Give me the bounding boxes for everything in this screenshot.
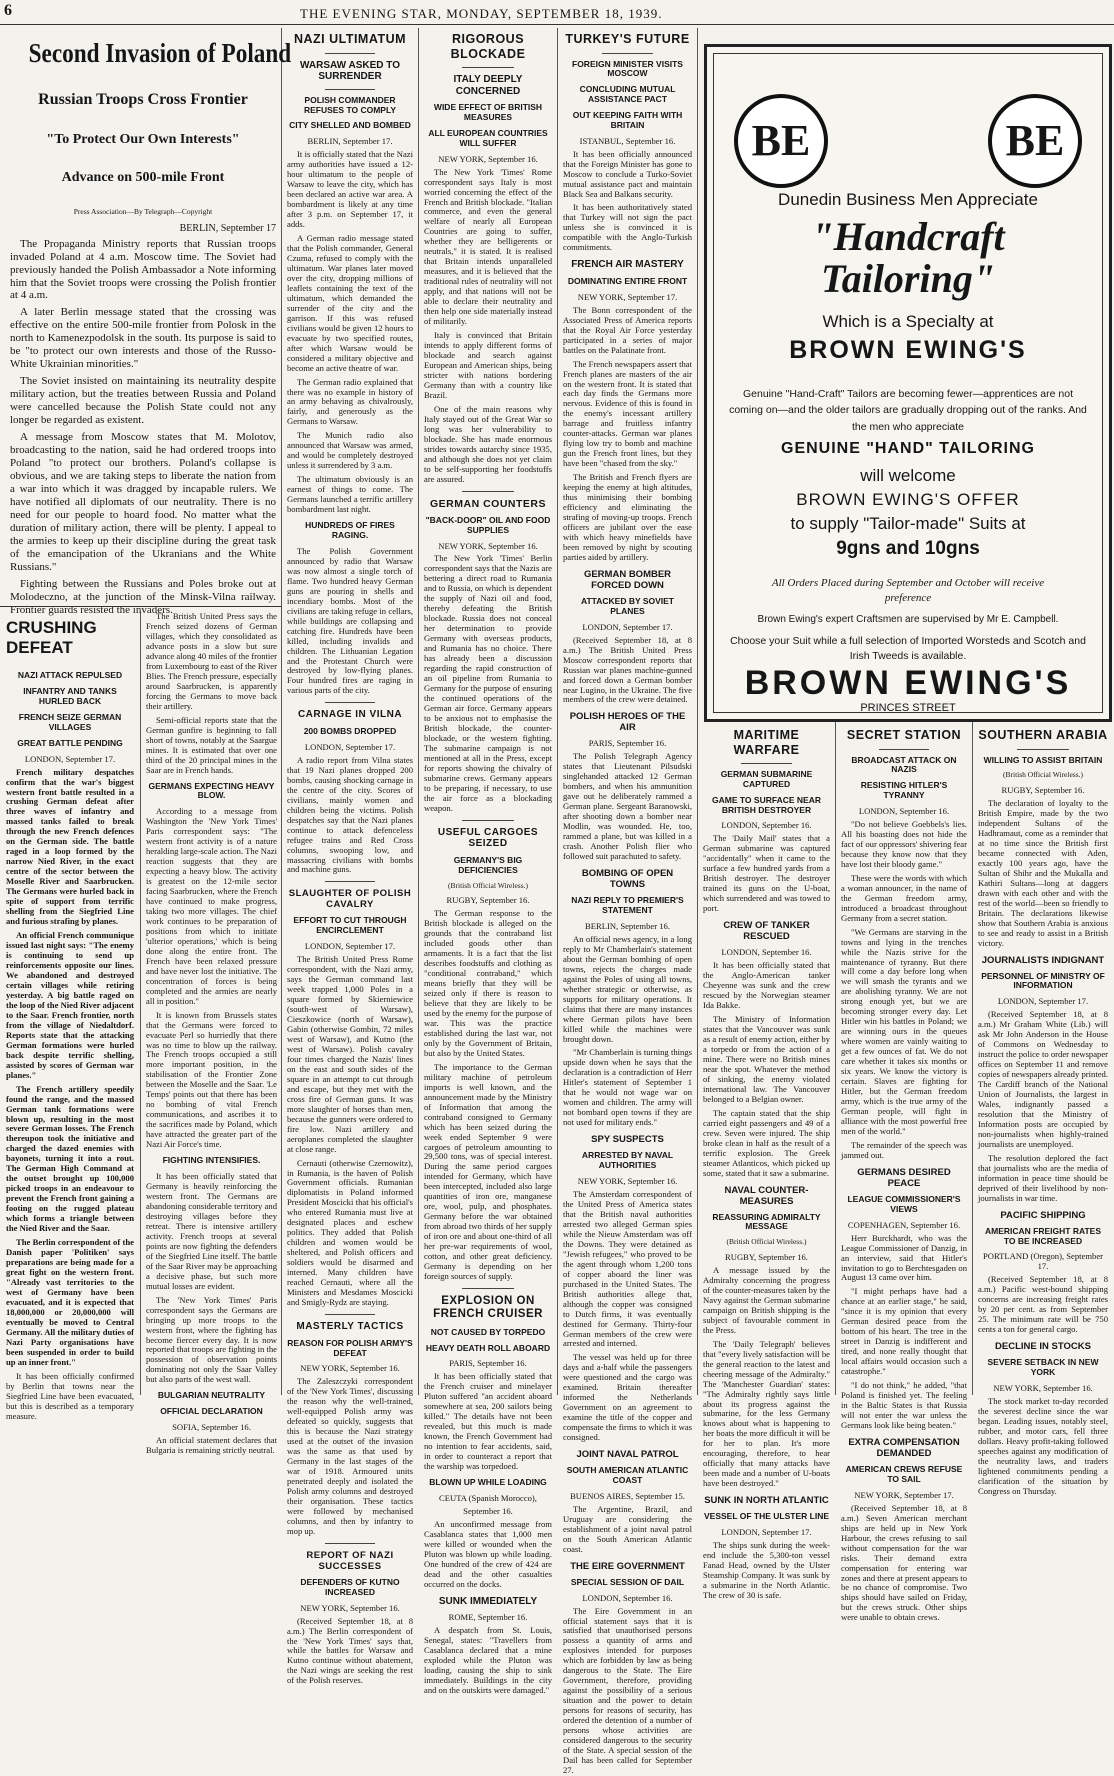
dateline: BERLIN, September 16. xyxy=(585,920,670,931)
ad-body: Genuine "Hand-Craft" Tailors are becoming fewer—apprentices are not coming on—and the older tailors are gradually dropping out of the ranks. And the men who appreciate xyxy=(729,388,1087,433)
paragraph: These were the words with which a woman announcer, in the name of the German freedom army, introduced a broadcast throughout Germany from a secret station. xyxy=(841,872,967,923)
ad-welcome: will welcome xyxy=(860,466,956,485)
lead-deck-3: Advance on 500-mile Front xyxy=(61,170,225,186)
dateline: NEW YORK, September 16. xyxy=(993,1382,1093,1393)
subheadline: AMERICAN FREIGHT RATES TO BE INCREASED xyxy=(984,1225,1101,1246)
lead-paragraph: The Propaganda Ministry reports that Russian troops invaded Poland at 4 a.m. Moscow time. The Soviet had previously handed the Polish Ambassador a Note informing him that the Soviet troops were crossing the Polish frontier at 4 a.m. xyxy=(10,237,276,302)
dateline: NEW YORK, September 17. xyxy=(854,1489,954,1500)
paragraph: The British and French flyers are keeping the enemy at high altitudes, thus minimising their bombing efficiency and eliminating the strafing of moving-up troops. French officers are jubilant over the ease with which heavy minefields have been removed by night by scouting parties aided by artillery. xyxy=(563,472,692,562)
headline: MASTERLY TACTICS xyxy=(296,1321,404,1333)
paragraph: The New York 'Times' Berlin correspondent says that the Nazis are bettering a direct road to Rumania and to Russia, on which is dependent the supply of Nazi oil and food, thereby defeating the British blockade. Russia does not conceal her determination to provide Germany with overseas products, and Rumania has no choice. There has already been a discussion regarding the rapid construction of an oil pipeline from Rumania to Germany for the purpose of ensuring the continued operations of the German air force. Germany appears to be anxious not to emphasise the British blockade, the counter-blockade, or the western fighting. The submarine campaign is not mentioned at all in the Press, except for reports showing the chivalry of submarine crews. Germany appears to be preparing, if necessary, to use the air force as a blockading weapon. xyxy=(424,553,552,813)
paragraph: It has been officially stated that the French cruiser and minelayer Pluton suffered "an accident aboard somewhere at sea, 200 sailors being killed." The details have not been revealed, but this much is made known, the French Government had no intention to fear accidents, said, in order to counteract a report that the warship was torpedoed. xyxy=(424,1371,552,1472)
ad-price: 9gns and 10gns xyxy=(836,538,980,559)
subheadline: OUT KEEPING FAITH WITH BRITAIN xyxy=(572,109,683,130)
subheadline: EXTRA COMPENSATION DEMANDED xyxy=(848,1437,960,1460)
subheadline: SOUTH AMERICAN ATLANTIC COAST xyxy=(566,1465,689,1486)
story-rigorous-blockade xyxy=(424,28,552,1696)
subheadline: ALL EUROPEAN COUNTRIES WILL SUFFER xyxy=(428,127,548,148)
subheadline: DEFENDERS OF KUTNO INCREASED xyxy=(300,1576,400,1597)
subheadline: GERMANY'S BIG DEFICIENCIES xyxy=(453,854,523,875)
subheadline: NOT CAUSED BY TORPEDO xyxy=(430,1326,546,1337)
subheadline: BROADCAST ATTACK ON NAZIS xyxy=(851,754,957,775)
subheadline: GAME TO SURFACE NEAR BRITISH DESTROYER xyxy=(712,794,821,815)
paragraph: It is known from Brussels states that the Germans were forced to evacuate Perl so hurriedly that there was no time to blow up the railway. The French troops occupied a still more important position, in the stabilisation of the Frontier Zone between the Moselle and the Saar. 'Le Temps' points out that there has been no bombing of vital French communications, and ascribes it to the sacrifices made by Poland, which have attracted the greater part of the Nazi Air Force's time. xyxy=(146,1009,277,1150)
subheadline: ATTACKED BY SOVIET PLANES xyxy=(580,595,675,616)
dateline: LONDON, September 16. xyxy=(721,820,812,831)
dateline: CEUTA (Spanish Morocco), xyxy=(439,1492,537,1503)
subheadline: OFFICIAL DECLARATION xyxy=(160,1406,263,1417)
subheadline: JOINT NAVAL PATROL xyxy=(576,1449,679,1461)
dateline: NEW YORK, September 16. xyxy=(300,1602,400,1613)
ad-genuine-tailoring: GENUINE "HAND" TAILORING xyxy=(781,440,1035,457)
story-crushing-defeat xyxy=(6,612,134,1421)
paragraph: The stock market to-day recorded the severest decline since the war began. Leading issues, notably steel, rubber, and motor cars, fell three dollars. Heavy profit-taking followed speeches against any modification of the neutrality laws, and traders lightened commitments pending a clarification of the situation by Congress on Thursday. xyxy=(978,1395,1108,1496)
headline: SLAUGHTER OF POLISH CAVALRY xyxy=(288,888,412,911)
subheadline: PACIFIC SHIPPING xyxy=(1000,1209,1086,1221)
source-credit: (British Official Wireless.) xyxy=(726,1237,807,1247)
subheadline: ARRESTED BY NAVAL AUTHORITIES xyxy=(581,1150,674,1171)
column-rule xyxy=(972,722,973,1395)
paragraph: A message issued by the Admiralty concerning the progress of the counter-measures taken by the Navy against the German submarine campaign on British shipping is the subject of favourable comment in the Press. xyxy=(703,1264,830,1335)
subheadline: AMERICAN CREWS REFUSE TO SAIL xyxy=(845,1464,963,1484)
subheadline: WARSAW ASKED TO SURRENDER xyxy=(299,59,400,83)
subheadline: "BACK-DOOR" OIL AND FOOD SUPPLIES xyxy=(425,514,551,535)
subheadline: REASON FOR POLISH ARMY'S DEFEAT xyxy=(287,1337,413,1358)
lead-paragraph: The Soviet insisted on maintaining its neutrality despite military action, but the treaties between Russia and Poland were cancelled because the Polish State could not any longer be regarded as existent. xyxy=(10,375,276,427)
paragraph: The declaration of loyalty to the British Empire, made by the two independent Sultans of the Hadhramaut, come as a reminder that at no time since the British first became connected with Aden, exactly 100 years ago, have the Sultan of Shihr and the Mukalla and Kathiri Sultans—long at daggers drawn with each other and with the rest of the world—been so friendly to Britain. The declarations likewise show that Southern Arabia is anxious to see and ready to assist in a British victory. xyxy=(978,798,1108,948)
paragraph: The Eire Government in an official statement says that it is satisfied that unauthorised persons possess a quantity of arms and explosives intended for purposes which are forbidden by law as being dangerous to the State. The Eire Government, therefore, providing against the possibility of a serious situation and the power to detain persons for reasons of security, has ordered the detention of a number of persons whose activities are considered dangerous to the security of the State. A special session of the Dail has been called for September 27. xyxy=(563,1605,692,1776)
dateline: NEW YORK, September 16. xyxy=(577,1175,678,1186)
paragraph: The New York 'Times' Rome correspondent says Italy is most worried concerning the effect of the French and British blockade. "Italian commerce, and even the general welfare of nearly all European Countries are going to suffer, whether they are belligerents or neutrals," it is stated. It is realised that Britain intends unparalleled measures, and it is believed that the traditional rules of neutrality will not apply, and that nations will not be able to declare their neutrality and then help one side materially instead of militarily. xyxy=(424,166,552,327)
dateline: LONDON, September 17. xyxy=(582,621,673,632)
dateline: NEW YORK, September 17. xyxy=(577,291,678,302)
subheadline: POLISH HEROES OF THE AIR xyxy=(569,711,686,734)
brown-ewings-advertisement xyxy=(704,44,1112,722)
paragraph: The 'Daily Mail' states that a German submarine was captured "accidentally" when it came to the surface a few hundred yards from a British destroyer. The destroyer trained its guns on the U-boat, which surrendered and was towed to port. xyxy=(703,833,830,914)
dateline: ROME, September 16. xyxy=(448,1612,528,1623)
subheadline: SPY SUSPECTS xyxy=(591,1134,664,1146)
headline: USEFUL CARGOES SEIZED xyxy=(437,826,539,850)
headline: NAZI ULTIMATUM xyxy=(293,32,407,46)
subheadline: BULGARIAN NEUTRALITY xyxy=(157,1390,266,1401)
subheadline: SPECIAL SESSION OF DAIL xyxy=(570,1576,685,1587)
dateline: COPENHAGEN, September 16. xyxy=(847,1219,961,1230)
subheadline: 200 BOMBS DROPPED xyxy=(303,725,397,736)
paragraph: The ships sunk during the week-end include the 5,300-ton vessel Fanad Head, owned by the Ulster Steamship Company. It was sunk by a submarine in the North Atlantic. The crew of 30 is safe. xyxy=(703,1540,830,1600)
column-rule xyxy=(557,28,558,1395)
subheadline: NAVAL COUNTER-MEASURES xyxy=(724,1184,809,1207)
subheadline: THE EIRE GOVERNMENT xyxy=(570,1560,685,1572)
paragraph: The Ministry of Information states that the Vancouver was sunk as a result of enemy action, either by a torpedo or from the action of a mine. There were no British mines near the spot. Whatever the method of sinking, the enemy violated international law. The Vancouver belonged to a Belgian owner. xyxy=(703,1014,830,1104)
subheadline: DOMINATING ENTIRE FRONT xyxy=(567,275,688,286)
subheadline: SUNK IN NORTH ATLANTIC xyxy=(704,1495,829,1507)
paragraph: The Berlin correspondent of the Danish paper 'Politiken' says preparations are being made for a great fight on the western front. "Already vast territories to the west of Germany have been evacuated, and it is expected that 18,000,000 or 20,000,000 will eventually be moved to Central Germany. All the military duties of Nazi Party organisations have been suspended in order to build up an inner front." xyxy=(6,1237,134,1367)
story-southern-arabia xyxy=(978,724,1108,1496)
paragraph: (Received September 18, at 8 a.m.) Pacific west-bound shipping concerns are increasing freight rates by 20 per cent. as from September 25. The minimum rate will be 750 cents a ton for general cargo. xyxy=(978,1274,1108,1335)
subheadline: JOURNALISTS INDIGNANT xyxy=(981,954,1105,966)
dateline: RUGBY, September 16. xyxy=(446,895,530,906)
ad-tagline: Dunedin Business Men Appreciate xyxy=(778,190,1038,209)
paragraph: The Argentine, Brazil, and Uruguay are considering the establishment of a joint naval patrol on the South American Atlantic coast. xyxy=(563,1503,692,1554)
paragraph: "I do not think," he added, "that Poland is finished yet. The feeling in the Baltic States is that Russia will not enter the war unless the Germans look like being beaten." xyxy=(841,1380,967,1431)
page-number: 6 xyxy=(4,2,12,19)
paragraph: "Mr Chamberlain is turning things upside down when he says that the declaration is a contradiction of Herr Hitler's statement of September 1 that he would not wage war on women and children. The army will not bombard open towns if they are not used for military ends." xyxy=(563,1047,692,1128)
lead-story xyxy=(10,28,292,616)
subheadline: POLISH COMMANDER REFUSES TO COMPLY xyxy=(303,94,397,115)
lead-paragraph: A later Berlin message stated that the crossing was effective on the entire 500-mile frontier from Polosk in the north to Kamenezpodolsk in the south. Its purpose is said to be "to protect our own interests and those of the Russo-White Ukrainian minorities." xyxy=(10,306,276,371)
paragraph: The British United Press says the French seized dozens of German villages, which they consolidated as advance posts in a slow but sure advance along 40 miles of the frontier from Luxembourg to east of the River Blies. The French pressure, especially around Saarbrucken, is apparently forcing the Germans to move back their artillery. xyxy=(146,611,277,711)
column-rule xyxy=(697,28,698,1395)
dateline: LONDON, September 17. xyxy=(997,996,1089,1007)
paragraph: An official French communique issued last night says: "The enemy is continuing to send up reinforcements opposite our lines. We abandoned and destroyed certain villages while retiring yesterday. A big battle raged on the loop of the Nied River adjacent to the Saar. French frontier, north from the village of Niedaltdorf. Reports state that the attacking German formations were hurled back despite terrific shelling, assisted by scores of German war planes." xyxy=(6,930,134,1080)
subheadline: EFFORT TO CUT THROUGH ENCIRCLEMENT xyxy=(293,915,407,936)
subheadline: GERMANS EXPECTING HEAVY BLOW. xyxy=(148,780,275,801)
dateline: NEW YORK, September 16. xyxy=(300,1363,400,1374)
subheadline: GERMANS DESIRED PEACE xyxy=(857,1166,951,1189)
paragraph: The 'Daily Telegraph' believes that "every lively satisfaction will be the general reaction to the latest and cheering message of the Admiralty." The 'Manchester Guardian' states: "The Admiralty rightly says little about its progress against the submarine, for the less Germany knows about what is happening to her boats the more difficult it will be for her to plan. It's more encouraging, therefore, to hear officially that many attacks have been made and a number of U-boats have been destroyed." xyxy=(703,1338,830,1489)
paragraph: An unconfirmed message from Casablanca states that 1,000 men were killed or wounded when the Pluton was blown up while loading. One hundred of the crew of 424 are dead and the other casualties occurred on the docks. xyxy=(424,1518,552,1589)
paragraph: One of the main reasons why Italy stayed out of the Great War so long was her vulnerability to blockade. She has made enormous strides towards autarchy since 1935, and although she does not yet claim to be self-supporting her foodstuffs are assured. xyxy=(424,403,552,484)
paragraph: An official news agency, in a long reply to Mr Chamberlain's statement about the German bombing of open towns, rejects the charges made against the Poles of using all towns, whether strategic or otherwise, as supports for military operations. It claims that there are many instances where German pilots have been killed while the machines were brought down. xyxy=(563,933,692,1044)
subheadline: HEAVY DEATH ROLL ABOARD xyxy=(425,1342,551,1353)
subheadline: REASSURING ADMIRALTY MESSAGE xyxy=(712,1211,821,1232)
paragraph: The German response to the British blockade is alleged on the grounds that the contraband list included goods other than armaments. It is a fact that the list describes foodstuffs and clothing as "conditional contraband," which means briefly that they will be seized only if there is reason to believe that they are likely to be used by the enemy for the purpose of war. This was the practice established during the last war, not only by the Government of Britain, but also by the United States. xyxy=(424,908,552,1058)
subheadline: SEVERE SETBACK IN NEW YORK xyxy=(987,1357,1099,1378)
subheadline: WILLING TO ASSIST BRITAIN xyxy=(983,754,1103,765)
dateline: September 16. xyxy=(463,1505,513,1516)
dateline: ISTANBUL, September 16. xyxy=(579,135,676,146)
subheadline: BOMBING OF OPEN TOWNS xyxy=(581,868,674,891)
dateline: RUGBY, September 16. xyxy=(1001,785,1085,796)
subheadline: CREW OF TANKER RESCUED xyxy=(723,920,810,943)
subheadline: RESISTING HITLER'S TYRANNY xyxy=(860,780,948,801)
paragraph: A German radio message stated that the Polish commander, General Czuma, refused to comply with the ultimatum. War planes later moved over the city, dropping millions of leaflets containing the text of the ultimatum, which demanded the surrender of the city and the garrison. If this was refused civilians would be given 12 hours to evacuate by two specified routes, after which Warsaw would be considered a military objective and become an active theatre of war. xyxy=(287,232,413,373)
paragraph: It has been authoritatively stated that Turkey will not sign the pact unless she is convinced it is compatible with the Anglo-Turkish commitments. xyxy=(563,202,692,253)
ad-specialty: Which is a Specialty at xyxy=(822,312,994,331)
subheadline: DECLINE IN STOCKS xyxy=(995,1341,1091,1353)
ad-headline xyxy=(714,216,1102,300)
paragraph: Italy is convinced that Britain intends to apply different forms of blockade and search against European and American ships, being stricter with nations bordering Germany than with a country like Brazil. xyxy=(424,330,552,400)
headline: MARITIME WARFARE xyxy=(733,728,800,757)
paragraph: Herr Burckhardt, who was the League Commissioner of Danzig, in an interview, said that Hitler's invitation to go to Berchtesgaden on August 13 came over him. xyxy=(841,1232,967,1283)
ad-brand-footer: BROWN EWING'S xyxy=(744,664,1072,702)
dateline: LONDON, September 16. xyxy=(721,947,812,958)
story-turkeys-future xyxy=(563,28,692,1776)
section-rule xyxy=(0,606,281,607)
paragraph: (Received September 18, at 8 a.m.) Seven American merchant ships are held up in New York Harbour, the crews refusing to sail without compensation for the war risks. Their demand extra compensation for entering war zones and there at present appears to be no chance of compromise. Two ships should have sailed on Friday, but the crews struck. Other ships were unable to obtain crews. xyxy=(841,1502,967,1623)
paragraph: The French newspapers assert that French planes are masters of the air on the western front. It is stated that each day finds the Germans more nervous. Evidence of this is found in the enemy's incessant artillery barrage and fruitless infantry counter-attacks. German war planes flying low try to bomb and machine gun the French front lines, but they have been "chased from the sky." xyxy=(563,358,692,469)
dateline: RUGBY, September 16. xyxy=(725,1251,808,1262)
story-nazi-ultimatum xyxy=(287,28,413,1686)
paragraph: The vessel was held up for three days and a-half while the passengers were questioned and the cargo was examined. Britain thereafter informed the Netherlands Government on an agreement to examine the title of the copper and compensate the firms to which it was consigned. xyxy=(563,1352,692,1443)
paragraph: An official statement declares that Bulgaria is remaining strictly neutral. xyxy=(146,1435,277,1456)
headline: RIGOROUS BLOCKADE xyxy=(450,32,526,61)
paragraph: The Bonn correspondent of the Associated Press of America reports that the Royal Air Force yesterday participated in a series of major battles on the Palatinate front. xyxy=(563,304,692,355)
source-credit: (British Official Wireless.) xyxy=(447,880,529,890)
dateline: NEW YORK, September 16. xyxy=(438,153,538,164)
paragraph: (Received September 18, at 8 a.m.) The Berlin correspondent of the 'New York Times' says that, while the battles for Warsaw and Kutno continue without abatement, the Nazi wings are seeking the rest of the Polish reserves. xyxy=(287,1615,413,1686)
dateline: PARIS, September 16. xyxy=(588,738,667,749)
dateline: LONDON, September 17. xyxy=(721,1527,812,1538)
lead-dateline: BERLIN, September 17 xyxy=(179,223,276,235)
paragraph: It is officially stated that the Nazi army authorities have issued a 12-hour ultimatum to the people of Warsaw to leave the city, which has been declared an active war area. A bombardment is likely at any time after 3 p.m. on September 17, it adds. xyxy=(287,149,413,230)
subheadline: SUNK IMMEDIATELY xyxy=(438,1595,538,1607)
dateline: PARIS, September 16. xyxy=(449,1358,527,1369)
paragraph: The British United Press Rome correspondent, with the Nazi army, says the German command last week trapped 1,000 Poles in a square formed by Skierniewice (south-west of Warsaw), Cieszkowice (north of Warsaw), Gabin (otherwise Gombin, 72 miles west of Warsaw), and Kutno (the west of Warsaw). Polish cavalry four times charged the Nazis' lines on the east and south sides of the square in an attempt to cut through and escape, but they met with the cross fire of German guns. It was more slaughter of horses than men, because the gunners were ordered to fire low. Nazi artillery and aeroplanes completed the slaughter at close range. xyxy=(287,954,413,1154)
lead-deck-2: "To Protect Our Own Interests" xyxy=(46,131,240,147)
paragraph: Cernauti (otherwise Czernowitz), in Rumania, is the haven of Polish Government officials. Rumanian diplomatists in Poland informed President Moscicki that his official's who entered Rumania must live at designated places and eschew politics. They added that Polish children and women would be sheltered, and Polish officers and soldiers would be disarmed and interned. Many children have reached Cernauti, where all the Ministers and Mesdames Moscicki and Smigly-Rydz are staying. xyxy=(287,1157,413,1308)
paragraph: The German radio explained that there was no example in history of an army behaving as chivalrously, fairly, and generously as the Germans to Warsaw. xyxy=(287,376,413,427)
ad-headline-line: "Handcraft xyxy=(811,214,1005,259)
story-secret-station xyxy=(841,724,967,1623)
paragraph: It has been officially announced that the Foreign Minister has gone to Moscow to conclude a Turko-Soviet mutual assistance pact and maintain Black Sea and Balkans security. xyxy=(563,148,692,199)
paragraph: It has been officially stated that the Anglo-American tanker Cheyenne was sunk and the crew rescued by the Norwegian steamer Ida Bakke. xyxy=(703,960,830,1011)
subheadline: INFANTRY AND TANKS HURLED BACK xyxy=(23,686,117,707)
paragraph: The Polish Telegraph Agency states that Lieutenant Pilsudski singlehanded attacked 12 German bombers, and when his ammunition gave out he deliberately rammed a German plane. Sergeant Baranowski, after shooting down a bomber near Modlin, was wounded. He, too, rammed a plane, but was killed in a crash. Another Polish flier who followed suit parachuted to safety. xyxy=(563,751,692,862)
dateline: SOFIA, September 16. xyxy=(172,1422,251,1433)
paragraph: The importance to the German military machine of petroleum imports is well known, and the announcement made by the Ministry of Information that among the contraband consigned to Germany which has been seized during the week ended September 9 were cargoes of petroleum amounting to 29,500 tons, was of special interest. During the same period cargoes intended for Germany, which have been intercepted, included also large quantities of iron ore, manganese ore, wool, pulp, and phosphates. Germany before the war obtained from abroad two thirds of her supply of iron ore and about one-third of all her pre-war requirements of wool, cotton, and other great deficiency. Germany is depending on her foreign sources of supply. xyxy=(424,1061,552,1282)
headline: EXPLOSION ON FRENCH CRUISER xyxy=(433,1295,543,1321)
lead-paragraph: Fighting between the Russians and Poles broke out at Molodeczno, at the junction of the Minsk-Vilna railway. Frontier guards resisted the invaders. xyxy=(10,577,276,616)
paragraph: French military despatches confirm that the war's biggest western front battle resulted in a crushing German defeat after three waves of infantry and massed tanks failed to break through the new French defences on the German side. The battle raged in a loop formed by the narrow Nied River, in the exact centre of the sector between the Moselle River and Saarbrucken. The Germans were hurled back in spite of support from terrific shelling from the Siegfried Line and furious strafing by planes. xyxy=(6,766,134,927)
paragraph: "Do not believe Goebbels's lies. All his boasting does not hide the fact of our oppressors' shivering fear because they know now that they have lost their bloody game." xyxy=(841,818,967,869)
ad-supply: to supply "Tailor-made" Suits at xyxy=(790,514,1026,533)
paragraph: The French artillery speedily found the range, and the massed German tank formations were blown up, resulting in the most severe German losses. The French thereupon took the initiative and charged the dazed enemies with bayonets, turning it into a rout. The German High Command at the outset brought up 100,000 picked troops in an endeavour to prevent the French front gaining a footing on the rugged plateau which forms a triangle between the Nied River and the Saar. xyxy=(6,1083,134,1234)
dateline: BERLIN, September 17. xyxy=(307,136,393,147)
paragraph: The resolution deplored the fact that journalists who are the media of information in peace time should be deprived of their livelihood by non-journalists in war time. xyxy=(978,1152,1108,1203)
column-rule xyxy=(140,612,141,1395)
ad-craftsmen: Brown Ewing's expert Craftsmen are supervised by Mr E. Campbell. xyxy=(757,614,1059,625)
lead-credit: Press Association—By Telegraph—Copyright xyxy=(73,207,213,217)
ad-address: PRINCES STREET xyxy=(860,702,956,714)
source-credit: (British Official Wireless.) xyxy=(1002,770,1084,780)
subheadline: CITY SHELLED AND BOMBED xyxy=(289,120,411,131)
paragraph: A despatch from St. Louis, Senegal, states: "Travellers from Casablanca declared that a mine exploded while the Pluton was loading, causing the ship to sink immediately. Buildings in the city and on the outskirts were damaged." xyxy=(424,1625,552,1696)
paragraph: A radio report from Vilna states that 19 Nazi planes dropped 200 bombs, causing shocking carnage in the centre of the city. Scores of civilians, mainly women and children being the victims. Polish despatches say that the Nazi planes continue to attack defenceless refugee trains and Red Cross columns, swooping low, and massacring civilians with bombs and machine guns. xyxy=(287,754,413,875)
be-logo-icon: BE xyxy=(988,94,1082,188)
headline: CARNAGE IN VILNA xyxy=(297,709,403,721)
ad-headline-line: Tailoring" xyxy=(820,256,996,301)
paragraph: The Amsterdam correspondent of the United Press of America states that the British naval authorities arrested two alleged German spies while the Nieuw Amsterdam was off the Downs. They were detained as "Jewish refugees," who proved to be the agent through whom 1,200 tons of copper aboard the liner was purchased in the United States. The British authorities allege that, although the copper was consigned to Dutch firms, it was eventually destined for Germany. Thirty-four German members of the crew were arrested and interned. xyxy=(563,1188,692,1349)
subheadline: FOREIGN MINISTER VISITS MOSCOW xyxy=(572,58,683,79)
paragraph: The remainder of the speech was jammed out. xyxy=(841,1139,967,1160)
subheadline: CONCLUDING MUTUAL ASSISTANCE PACT xyxy=(579,84,676,105)
dateline: LONDON, September 17. xyxy=(304,741,396,752)
subheadline: LEAGUE COMMISSIONER'S VIEWS xyxy=(847,1193,961,1214)
paragraph: The Zaleszczyki correspondent of the 'New York Times', discussing the reason why the well-trained, well-equipped Polish army was defeated so quickly, suggests that this is because the Nazi strategy used at the outset of the invasion was the same as that used by Germany in the last stages of the war of 1918. Armoured units penetrated deeply and isolated the Polish army columns and destroyed their organisation. These tactics were followed by mechanised columns, and then by infantry to mop up. xyxy=(287,1376,413,1536)
subheadline: FRENCH SEIZE GERMAN VILLAGES xyxy=(18,712,122,732)
subheadline: FIGHTING INTENSIFIES. xyxy=(162,1155,261,1166)
paragraph: It has been officially confirmed by Berlin that towns near the Siegfried Line have been evacuated, but this is described as a temporary measure. xyxy=(6,1370,134,1421)
paragraph: The Polish Government announced by radio that Warsaw was now almost a single torch of flame. Two hundred heavy German guns are pouring in shells and incendiary bombs. Most of the civilians are taking refuge in cellars, while buildings are collapsing and catching fire. Hundreds have been killed, including invalids and children. The Lithuanian Legation and the Protestant Church were destroyed by low-flying planes. Four hundred fires are raging in various parts of the city. xyxy=(287,545,413,696)
lead-headline: Second Invasion of Poland xyxy=(28,38,292,68)
dateline: BUENOS AIRES, September 15. xyxy=(570,1490,685,1501)
paragraph: According to a message from Washington the 'New York Times' Paris correspondent says: "The western front activity is of a nature heralding large-scale action. The Nazi reaction suggests that they are expecting a heavy blow. The activity is greatest on the 12-mile sector facing Saarbrucken, where the French have continued to make progress, taking two more villages. The chief work continues to be preparation of positions from which to initiate 'ulterior operations,' which is being done along the entire front. The French have been relaxed pressure and have never lost the initiative. The concentration of forces is being completed and the armies are nearly all in position." xyxy=(146,806,277,1006)
ad-orders-note: All Orders Placed during September and October will receive preference xyxy=(771,577,1045,605)
paragraph: (Received September 18, at 8 a.m.) The British United Press Moscow correspondent reports that Russian war planes machine-gunned and forced down a German bomber near Lugino, in the Ukraine. The five members of the crew were detained. xyxy=(563,634,692,705)
headline: REPORT OF NAZI SUCCESSES xyxy=(306,1549,394,1572)
subheadline: NAZI REPLY TO PREMIER'S STATEMENT xyxy=(571,895,684,915)
paragraph: "We Germans are starving in the towns and lying in the trenches while the Nazis strive for the maintenance of tyranny. But there will come a day before long when we will smash the tyrants and we are abolishing tyranny. We are not strong enough yet, but we are becoming stronger every day. Let Hitler win his battles in Poland; we are winning ours in the queues where women are vainly waiting to get a few ounces of fat. We do not care whether it takes six months or six years. We know the victory is certain. Slaves are fighting for Hitler, but the German freedom army, which is the true army of the German people, will fight in alliance with the most powerful free men of the world." xyxy=(841,926,967,1136)
paragraph: Semi-official reports state that the German gunfire is beginning to fall short of towns, notably at the Saargue mines. It is estimated that over one third of the 20 principal mines in the Saar are in French hands. xyxy=(146,714,277,775)
dateline: LONDON, September 16. xyxy=(582,1592,673,1603)
subheadline: BLOWN UP WHILE LOADING xyxy=(429,1477,547,1488)
paragraph: (Received September 18, at 8 a.m.) Mr Graham White (Lib.) will ask Mr John Anderson in the House of Commons on Wednesday to instruct the police to order newspaper offices on September 11 and remove copies of newspapers already printed. The Cardiff branch of the National Union of Journalists, the largest in Wales, indignantly passed a resolution that the Ministry of Information posts are occupied by non-journalists when highly-trained journalists are unemployed. xyxy=(978,1009,1108,1149)
subheadline: HUNDREDS OF FIRES RAGING. xyxy=(305,520,395,540)
subheadline: FRENCH AIR MASTERY xyxy=(571,259,684,271)
dateline: LONDON, September 16. xyxy=(858,805,950,816)
headline: SOUTHERN ARABIA xyxy=(978,728,1108,742)
ad-brand-name: BROWN EWING'S xyxy=(789,336,1027,364)
column-rule xyxy=(418,28,419,1395)
lead-paragraph: A message from Moscow states that M. Molotov, broadcasting to the nation, said he had ordered troops into Poland "to protect our brothers. Poland's collapse is obvious, and we are taking steps to liberate the nation from a war into which it was dragged by incapable rulers. We have notified all diplomats of our neutrality. There is no need for our people to hoard food. No matter what the duration of military action, there will be plenty. I appeal to the armies to keep up their discipline during the great task of the emancipation of the Ukranians and the White Russians." xyxy=(10,431,276,573)
be-logo-icon: BE xyxy=(734,94,828,188)
headline: GERMAN COUNTERS xyxy=(429,497,546,510)
subheadline: PERSONNEL OF MINISTRY OF INFORMATION xyxy=(981,970,1105,991)
lead-deck-1: Russian Troops Cross Frontier xyxy=(38,91,248,109)
column-rule xyxy=(835,722,836,1395)
dateline: LONDON, September 17. xyxy=(304,941,396,952)
paragraph: The ultimatum obviously is an earnest of things to come. The Germans launched a terrific artillery bombardment last night. xyxy=(287,474,413,515)
column-rule xyxy=(281,28,282,1395)
headline: SECRET STATION xyxy=(846,728,962,742)
dateline: NEW YORK, September 16. xyxy=(438,540,538,551)
story-maritime-warfare xyxy=(703,724,830,1600)
ad-offer: BROWN EWING'S OFFER xyxy=(796,490,1020,509)
paragraph: It has been officially stated that Germany is heavily reinforcing the western front. The Germans are abandoning considerable territory and destroying villages before they retreat. There is intensive artillery activity. French troops at several points are now fighting the defenders of the Siegfried Line itself. The battle of the Saar River may be approaching a decisive phase, but such more mutual losses are evident. xyxy=(146,1171,277,1291)
headline: CRUSHING DEFEAT xyxy=(6,618,97,657)
paragraph: The captain stated that the ship carried eight passengers and 49 of a crew. Seven were injured. The ship broke clean in half as the result of a terrific explosion. The Greek steamer Atlanticos, which picked up some, stated that it saw a submarine. xyxy=(703,1107,830,1178)
subheadline: VESSEL OF THE ULSTER LINE xyxy=(704,1511,829,1522)
subheadline: WIDE EFFECT OF BRITISH MEASURES xyxy=(433,102,543,123)
subheadline: GREAT BATTLE PENDING xyxy=(17,737,123,748)
subheadline: ITALY DEEPLY CONCERNED xyxy=(453,74,523,97)
paragraph: The 'New York Times' Paris correspondent says the Germans are bringing up more troops to the western front, where the fighting has become fiercer every day. It is now reported that troops are fighting in the possession of observation points dominating not only the Saar Valley but also parts of the west wall. xyxy=(146,1294,277,1385)
ad-choose-suit: Choose your Suit while a full selection of Imported Worsteds and Scotch and Irish Tweeds is available. xyxy=(730,635,1086,662)
masthead: THE EVENING STAR, MONDAY, SEPTEMBER 18, 1939. xyxy=(300,6,663,21)
headline: TURKEY'S FUTURE xyxy=(565,32,690,46)
dateline: LONDON, September 17. xyxy=(24,753,116,764)
paragraph: The Munich radio also announced that Warsaw was armed, and would be completely destroyed unless it surrendered by 3 a.m. xyxy=(287,430,413,471)
subheadline: NAZI ATTACK REPULSED xyxy=(17,670,123,681)
subheadline: GERMAN SUBMARINE CAPTURED xyxy=(720,769,813,789)
story-western-front xyxy=(146,611,277,1456)
paragraph: "I might perhaps have had a chance at an earlier stage," he said, "since it is my opinion that every German desired peace from the bottom of his heart. The tree in the street in Danzig is indifferent and tired, and none really thought that local affairs would occasion such a catastrophe." xyxy=(841,1286,967,1377)
dateline: PORTLAND (Oregon), September 17. xyxy=(982,1251,1103,1272)
subheadline: GERMAN BOMBER FORCED DOWN xyxy=(583,568,672,591)
masthead-rule xyxy=(0,24,1114,25)
